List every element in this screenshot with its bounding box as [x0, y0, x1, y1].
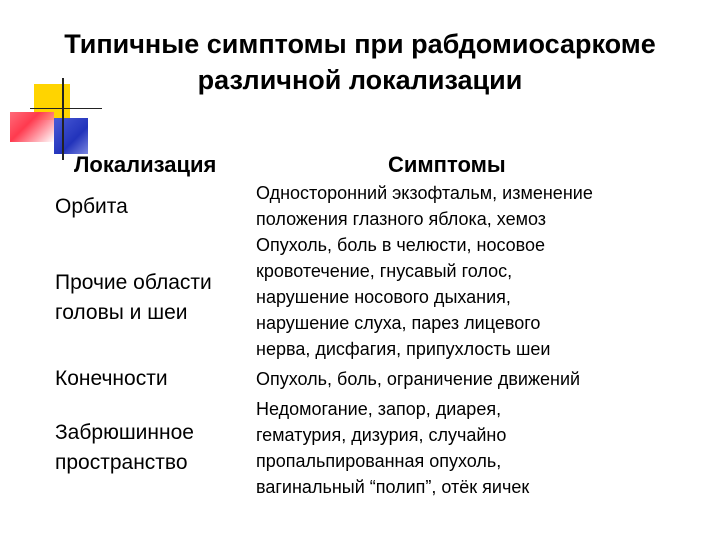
title-line-1: Типичные симптомы при рабдомиосаркоме — [64, 29, 656, 59]
row-orbit-localization — [55, 192, 245, 222]
sym-line: нерва, дисфагия, припухлость шеи — [256, 339, 551, 359]
sym-line: гематурия, дизурия, случайно — [256, 425, 507, 445]
sym-line: кровотечение, гнусавый голос, — [256, 261, 513, 281]
decor-red-square — [10, 112, 54, 142]
row-orbit-symptoms — [256, 180, 706, 232]
loc-line: Орбита — [55, 195, 128, 218]
loc-line: пространство — [55, 451, 188, 474]
header-localization: Локализация — [74, 152, 217, 177]
loc-line: головы и шеи — [55, 301, 188, 324]
decor-horizontal-line — [30, 108, 102, 109]
sym-line: Недомогание, запор, диарея, — [256, 399, 502, 419]
sym-line: Односторонний экзофтальм, изменение — [256, 183, 593, 203]
title-line-2: различной локализации — [197, 65, 523, 95]
header-symptoms: Симптомы — [388, 152, 506, 177]
sym-line: Опухоль, боль в челюсти, носовое — [256, 235, 546, 255]
row-headneck-symptoms — [256, 232, 706, 362]
slide-title — [0, 26, 720, 98]
loc-line: Конечности — [55, 367, 168, 390]
row-limbs-symptoms — [256, 366, 706, 392]
row-retroperitoneal-symptoms — [256, 396, 706, 500]
row-limbs-localization — [55, 364, 245, 394]
row-headneck-localization — [55, 268, 245, 328]
loc-line: Прочие области — [55, 271, 212, 294]
sym-line: пропальпированная опухоль, — [256, 451, 502, 471]
sym-line: Опухоль, боль, ограничение движений — [256, 369, 581, 389]
decor-blue-square — [54, 118, 88, 154]
loc-line: Забрюшинное — [55, 421, 194, 444]
sym-line: вагинальный “полип”, отёк яичек — [256, 477, 530, 497]
sym-line: нарушение слуха, парез лицевого — [256, 313, 541, 333]
row-retroperitoneal-localization — [55, 418, 245, 478]
sym-line: положения глазного яблока, хемоз — [256, 209, 547, 229]
sym-line: нарушение носового дыхания, — [256, 287, 511, 307]
